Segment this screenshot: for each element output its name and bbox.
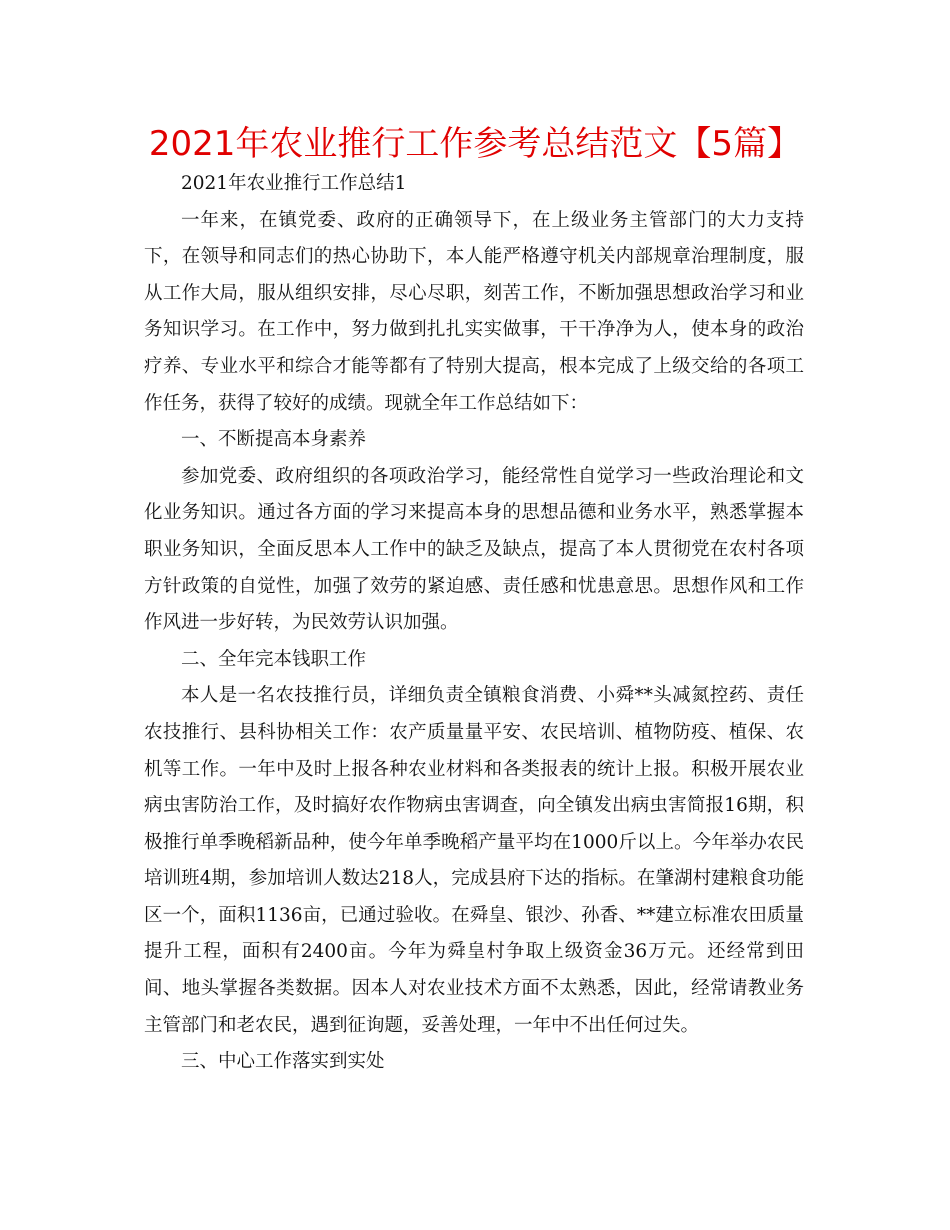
section-heading-1: 一、不断提高本身素养 bbox=[181, 429, 367, 451]
section-1-paragraph: 参加党委、政府组织的各项政治学习，能经常性自觉学习一些政治理论和文化业务知识。通过各方面的学习来提高本身的思想品德和业务水平，熟悉掌握本职业务知识，全面反思本人工作中的缺乏及缺点，提高了本人贯彻党在农村各项方针政策的自觉性，加强了效劳的紧迫感、责任感和忧患意思。思想作风和工作作风进一步好转，为民效劳认识加强。 bbox=[144, 465, 804, 634]
section-subtitle: 2021年农业推行工作总结1 bbox=[181, 173, 407, 194]
section-heading-3: 三、中心工作落实到实处 bbox=[181, 1051, 385, 1073]
document-body bbox=[144, 166, 804, 1081]
intro-paragraph: 一年来，在镇党委、政府的正确领导下，在上级业务主管部门的大力支持下，在领导和同志们的热心协助下，本人能严格遵守机关内部规章治理制度，服从工作大局，服从组织安排，尽心尽职，刻苦工作，不断加强思想政治学习和业务知识学习。在工作中，努力做到扎扎实实做事，干干净净为人，使本身的政治疗养、专业水平和综合才能等都有了特别大提高，根本完成了上级交给的各项工作任务，获得了较好的成绩。现就全年工作总结如下： bbox=[144, 209, 804, 414]
section-2-paragraph: 本人是一名农技推行员，详细负责全镇粮食消费、小舜**头减氮控药、责任农技推行、县科协相关工作：农产质量量平安、农民培训、植物防疫、植保、农机等工作。一年中及时上报各种农业材料和各类报表的统计上报。积极开展农业病虫害防治工作，及时搞好农作物病虫害调查，向全镇发出病虫害简报16期，积极推行单季晚稻新品种，使今年单季晚稻产量平均在1000斤以上。今年举办农民培训班4期，参加培训人数达218人，完成县府下达的指标。在肇湖村建粮食功能区一个，面积1136亩，已通过验收。在舜皇、银沙、孙香、**建立标准农田质量提升工程，面积有2400亩。今年为舜皇村争取上级资金36万元。还经常到田间、地头掌握各类数据。因本人对农业技术方面不太熟悉，因此，经常请教业务主管部门和老农民，遇到征询题，妥善处理，一年中不出任何过失。 bbox=[144, 685, 804, 1036]
section-heading-2: 二、全年完本钱职工作 bbox=[181, 648, 367, 670]
document-title: 2021年农业推行工作参考总结范文【5篇】 bbox=[148, 124, 802, 164]
